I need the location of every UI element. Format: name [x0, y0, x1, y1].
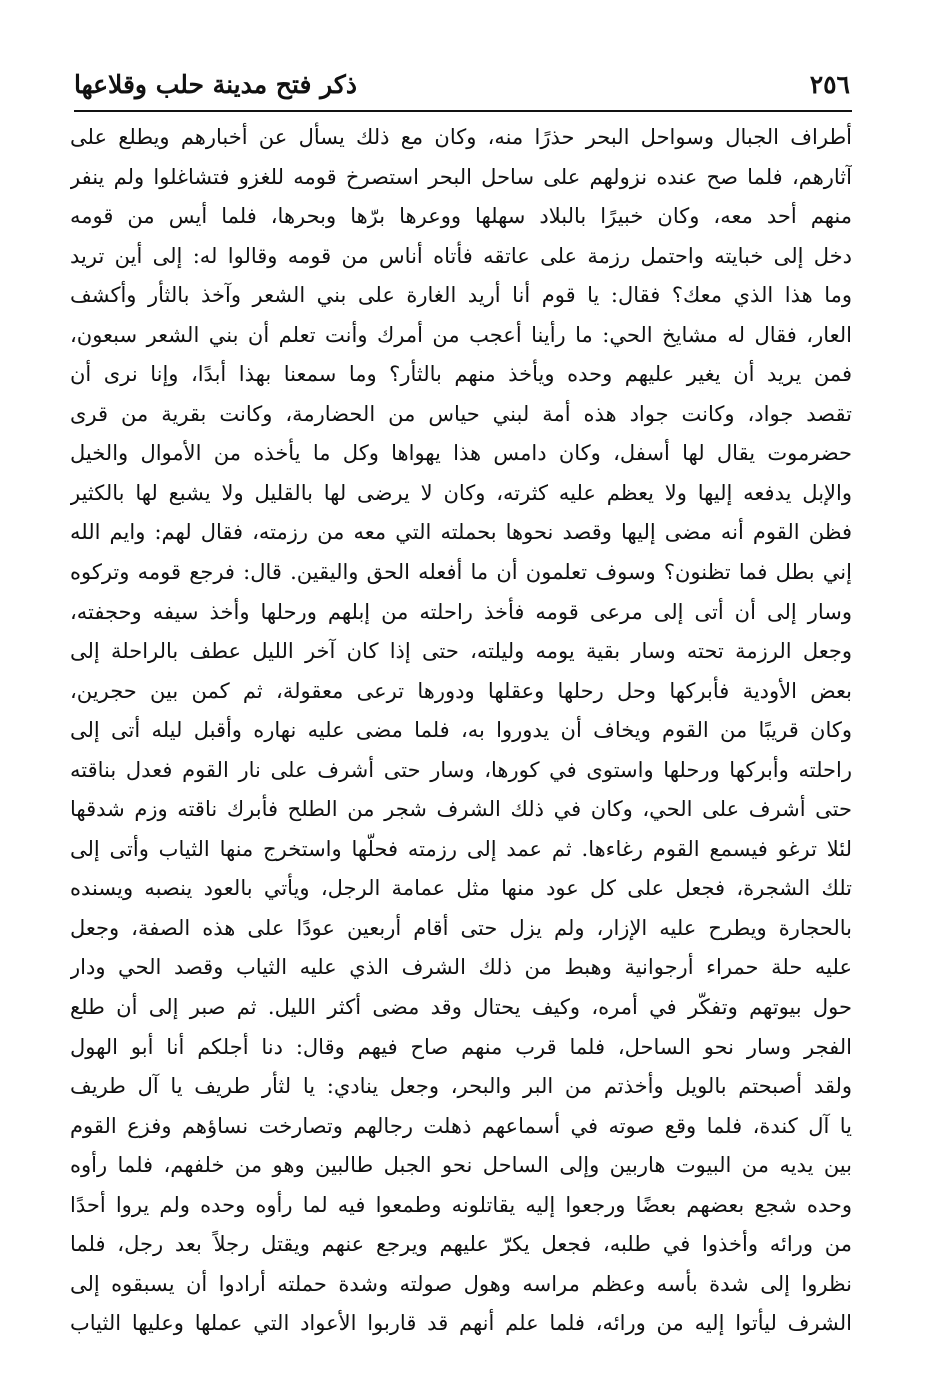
text-line: وسار إلى أن أتى إلى مرعى قومه فأخذ راحلته من إبلهم ورحلها وأخذ سيفه وحجفته،	[70, 599, 852, 624]
running-title: ذكر فتح مدينة حلب وقلاعها	[74, 69, 357, 99]
text-line: وجعل الرزمة تحته وسار بقية يومه وليلته، حتى إذا كان آخر الليل عطف بالراحلة إلى	[70, 639, 852, 664]
text-line: نظروا إلى شدة بأسه وعظم مراسه وهول صولته وشدة حملته أرادوا أن يسبقوه إلى	[70, 1271, 852, 1296]
text-line: إني بطل فما تظنون؟ وسوف تعلمون أن ما أفعله الحق واليقين. قال: فرجع قومه وتركوه	[70, 560, 852, 585]
text-line: تقصد جواد، وكانت جواد هذه أمة لبني حياس من الحضارمة، وكانت بقرية من قرى	[70, 401, 852, 426]
text-line: من ورائه وأخذوا في طلبه، فجعل يكرّ عليهم ويرجع عنهم ويقتل رجلاً بعد رجل، فلما	[70, 1232, 852, 1257]
page-number: ٢٥٦	[809, 69, 850, 99]
text-line: حتى أشرف على الحي، وكان في ذلك الشرف شجر من الطلح فأبرك ناقته وزم شدقها	[70, 797, 852, 822]
text-line: بعض الأودية فأبركها وحل رحلها وعقلها ودورها ترعى معقولة، ثم كمن بين حجرين،	[70, 678, 852, 703]
text-line: لئلا ترغو فيسمع القوم رغاءها. ثم عمد إلى رزمته فحلّها واستخرج منها الثياب وأتى إلى	[70, 836, 852, 861]
header-rule	[74, 110, 852, 112]
text-line: دخل إلى خبايته واحتمل رزمة على عاتقه فأتاه أناس من قومه وقالوا له: إلى أين تريد	[70, 243, 852, 268]
text-line: تلك الشجرة، فجعل على كل عود منها مثل عمامة الرجل، ويأتي بالعود ينصبه ويسنده	[70, 876, 852, 901]
text-line: العار، فقال له مشايخ الحي: ما رأينا أعجب من أمرك وأنت تعلم أن بني الشعر سبعون،	[70, 322, 852, 347]
text-line: الفجر وسار نحو الساحل، فلما قرب منهم صاح فيهم وقال: دنا أجلكم أنا أبو الهول	[70, 1034, 852, 1059]
text-line: وما هذا الذي معك؟ فقال: يا قوم أنا أريد الغارة على بني الشعر وآخذ بالثأر وأكشف	[70, 283, 852, 308]
body-text	[70, 118, 852, 1344]
text-line: يا آل كندة، فلما وقع صوته في أسماعهم ذهلت رجالهم وتصارخت نساؤهم وفزع القوم	[70, 1113, 852, 1138]
text-line: وكان قريبًا من القوم ويخاف أن يدوروا به، فلما مضى عليه نهاره وأقبل ليله أتى إلى	[70, 718, 852, 743]
page-header	[74, 64, 850, 104]
text-line: راحلته وأبركها ورحلها واستوى في كورها، وسار حتى أشرف على نار القوم فعدل بناقته	[70, 757, 852, 782]
text-line: حضرموت يقال لها أسفل، وكان دامس هذا يهواها وكل ما يأخذه من الأموال والخيل	[70, 441, 852, 466]
text-line: والإبل يدفعه إليها ولا يعظم عليه كثرته، وكان لا يرضى لها بالقليل ولا يشبع لها بالكثير	[70, 480, 852, 505]
text-line: حول بيوتهم وتفكّر في أمره، وكيف يحتال وقد مضى أكثر الليل. ثم صبر إلى أن طلع	[70, 995, 852, 1020]
text-line: عليه حلة حمراء أرجوانية وهبط من ذلك الشرف الذي عليه الثياب وقصد الحي ودار	[70, 955, 852, 980]
text-line: ولقد أصبحتم بالويل وأخذتم من البر والبحر، وجعل ينادي: يا لثأر طريف يا آل طريف	[70, 1074, 852, 1099]
text-line: الشرف ليأتوا إليه من ورائه، فلما علم أنهم قد قاربوا الأعواد التي عملها وعليها الثياب	[70, 1311, 852, 1336]
text-line: بين يديه من البيوت هاربين وإلى الساحل نحو الجبل طالبين وهو من خلفهم، فلما رأوه	[70, 1153, 852, 1178]
text-line: آثارهم، فلما صح عنده نزولهم على ساحل البحر استصرخ قومه للغزو فتشاغلوا ولم ينفر	[70, 164, 852, 189]
text-line: وحده شجع بعضهم بعضًا ورجعوا إليه يقاتلونه وطمعوا فيه لما رأوه وحده ولم يروا أحدًا	[70, 1192, 852, 1217]
text-line: فظن القوم أنه مضى إليها وقصد نحوها بحملته التي معه من رزمته، فقال لهم: وايم الله	[70, 520, 852, 545]
text-line: بالحجارة ويطرح عليه الإزار، ولم يزل حتى أقام أربعين عودًا على هذه الصفة، وجعل	[70, 915, 852, 940]
text-line: منهم أحد معه، وكان خبيرًا بالبلاد سهلها ووعرها برّها وبحرها، فلما أيس من قومه	[70, 204, 852, 229]
text-line: فمن يريد أن يغير عليهم وحده ويأخذ منهم بالثأر؟ وما سمعنا بهذا أبدًا، وإنا نرى أن	[70, 362, 852, 387]
text-line: أطراف الجبال وسواحل البحر حذرًا منه، وكان مع ذلك يسأل عن أخبارهم ويطلع على	[70, 125, 852, 149]
